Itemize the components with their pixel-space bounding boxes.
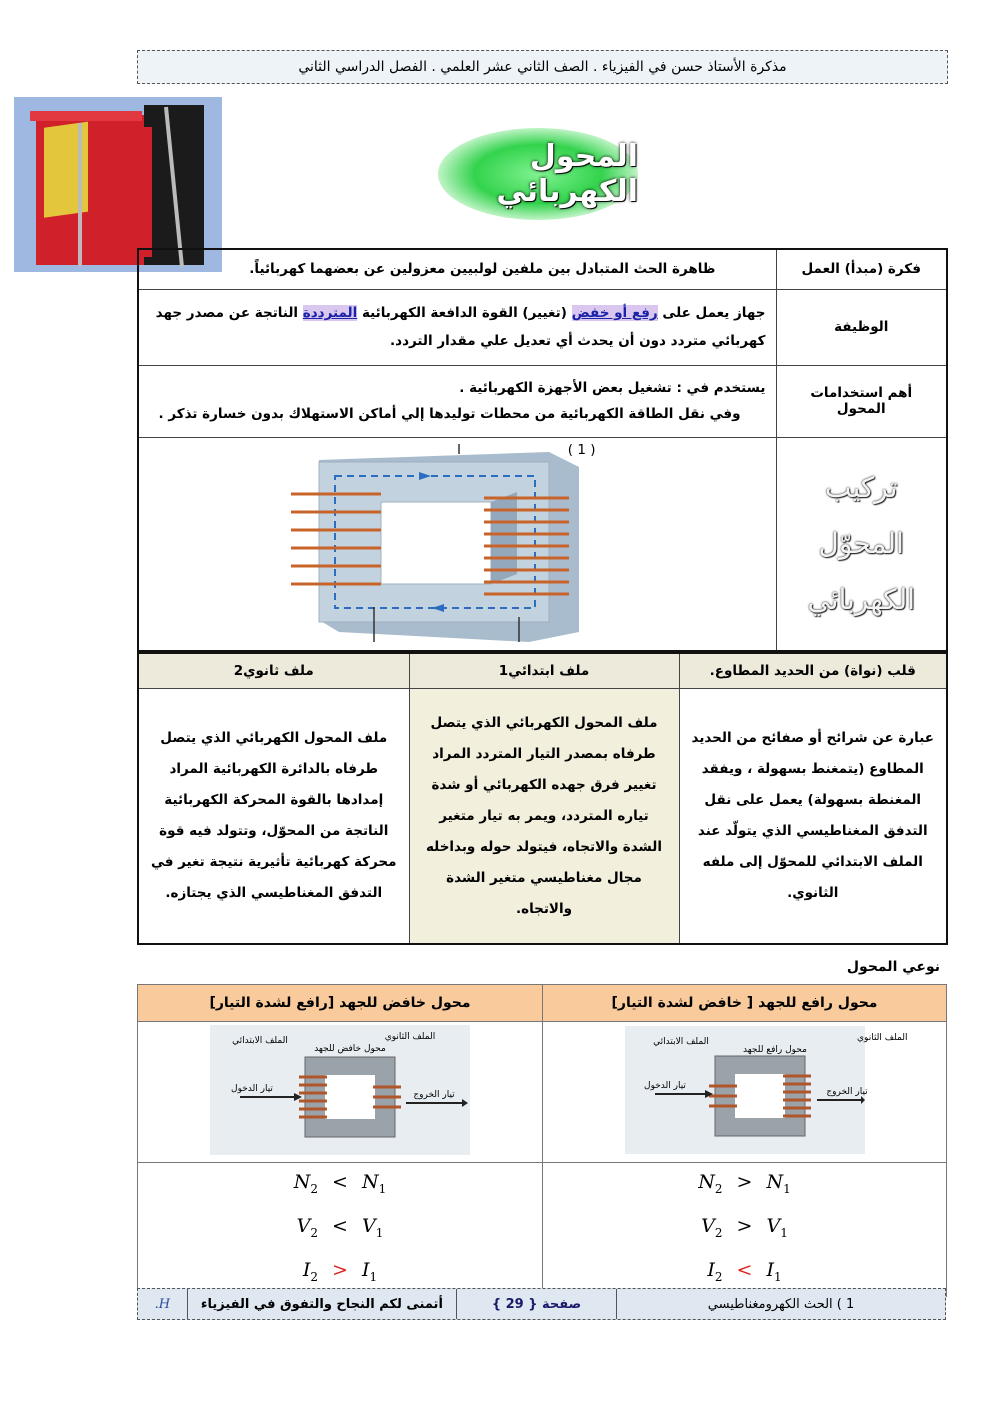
secondary-coil-header: ملف ثانوي2 [138, 653, 409, 689]
function-text-mid: (تغيير) القوة الدافعة الكهربائية [361, 305, 567, 321]
figure-number: ( 1 ) [567, 441, 596, 458]
row-principle-label: فكرة (مبدأ) العمل [776, 249, 947, 289]
step-down-secondary-label: الملف الثانوي [384, 1032, 436, 1042]
parts-table [137, 652, 948, 945]
header-text: مذكرة الأستاذ حسن في الفيزياء . الصف الثاني عشر العلمي . الفصل الدراسي الثاني [298, 59, 787, 75]
transformer-diagram-cell [138, 437, 776, 651]
primary-coil-header: ملف ابتدائي1 [409, 653, 679, 689]
row-structure-label [776, 437, 947, 651]
step-up-out-label: تيار الخروج [825, 1087, 868, 1097]
row-uses-text [138, 365, 776, 437]
footer-logo: H. [154, 1296, 171, 1312]
step-up-transformer-image [625, 1026, 908, 1154]
transformer-device-image [14, 97, 222, 272]
function-highlight-2: المترددة [302, 305, 358, 321]
step-down-eq-current: $I_2 > I_1$ [302, 1258, 378, 1284]
primary-coil-description: ملف المحول الكهربائي الذي يتصل طرفاه بمصدر التيار المتردد المراد تغيير فرق جهده الكهربائي أو شدة تياره المتردد، ويمر به تيار متغير الشدة والاتجاه، فيتولد حوله وبداخله مجال مغناطيسي متغير الشدة والاتجاه. [409, 689, 679, 945]
row-function-text [138, 289, 776, 365]
step-up-eq-turns: $N_2 > N_1$ [698, 1171, 791, 1196]
step-up-image-cell [543, 1022, 947, 1163]
function-highlight-1: رفع أو خفض [571, 305, 658, 321]
title-badge [438, 128, 638, 220]
step-up-header: محول رافع للجهد [ خافض لشدة التيار] [543, 985, 947, 1022]
secondary-coil-description: ملف المحول الكهربائي الذي يتصل طرفاه بالدائرة الكهربائية المراد إمدادها بالقوة المحركة الكهربائية الناتجة من المحوّل، وتتولد فيه قوة محركة كهربائية تأثيرية نتيجة تغير في التدفق المغناطيسي الذي يجتازه. [138, 689, 409, 945]
step-down-primary-label: الملف الابتدائي [232, 1036, 288, 1046]
step-up-equations [543, 1163, 947, 1297]
footer-wish: أتمنى لكم النجاح والتفوق في الفيزياء [187, 1289, 456, 1319]
core-header: قلب (نواة) من الحديد المطاوع. [679, 653, 947, 689]
row-function-label: الوظيفة [776, 289, 947, 365]
uses-line-1: يستخدم في : تشغيل بعض الأجهزة الكهربائية . [459, 380, 766, 396]
transformer-types-table [137, 984, 947, 1297]
step-down-header: محول خافض للجهد [رافع لشدة التيار] [138, 985, 543, 1022]
structure-label-3: الكهربائي [807, 582, 916, 616]
transformer-info-table [137, 248, 948, 652]
step-down-eq-voltage: $V_2 < V_1$ [296, 1214, 384, 1240]
step-up-name-label: محول رافع للجهد [742, 1045, 807, 1055]
function-text-before: جهاز يعمل على [662, 305, 766, 321]
page-title: المحول الكهربائي [496, 139, 638, 209]
function-text-after: الناتجة عن مصدر جهد كهربائي متردد دون أن يحدث أي تعديل علي مقدار التردد. [155, 305, 766, 349]
page-footer [137, 1288, 946, 1320]
step-down-name-label: محول خافض للجهد [314, 1044, 386, 1054]
footer-page-number: صفحة { 29 } [456, 1289, 616, 1319]
row-uses-label: أهم استخدامات المحول [776, 365, 947, 437]
step-up-primary-label: الملف الابتدائي [652, 1037, 709, 1047]
uses-line-2: وفي نقل الطاقة الكهربائية من محطات توليدها إلي أماكن الاستهلاك بدون خسارة تذكر . [158, 406, 741, 422]
step-up-in-label: تيار الدخول [643, 1081, 686, 1091]
transformer-core-diagram [279, 442, 699, 647]
step-down-out-label: تيار الخروج [413, 1090, 455, 1100]
step-down-equations [138, 1163, 543, 1297]
structure-label-1: تركيب [824, 470, 898, 504]
step-down-eq-turns: $N_2 < N_1$ [293, 1171, 387, 1196]
step-up-secondary-label: الملف الثانوي [856, 1033, 908, 1043]
step-down-transformer-image [210, 1025, 470, 1155]
row-principle-text: ظاهرة الحث المتبادل بين ملفين لولبيين معزولين عن بعضهما كهربائياً. [138, 249, 776, 289]
step-down-image-cell [138, 1022, 543, 1163]
structure-label-2: المحوّل [818, 526, 904, 560]
step-up-eq-voltage: $V_2 > V_1$ [701, 1214, 788, 1240]
types-title: نوعي المحول [846, 959, 940, 975]
step-down-in-label: تيار الدخول [231, 1084, 273, 1094]
footer-chapter: 1 ) الحث الكهرومغناطيسي [616, 1289, 945, 1319]
header-bar [137, 50, 948, 84]
core-description: عبارة عن شرائح أو صفائح من الحديد المطاوع (يتمغنط بسهولة ، ويفقد المغنطة بسهولة) يعمل على نقل التدفق المغناطيسي الذي يتولّد عند الملف الابتدائي للمحوّل إلى ملفه الثانوي. [679, 689, 947, 945]
step-up-eq-current: $I_2 < I_1$ [707, 1258, 782, 1284]
